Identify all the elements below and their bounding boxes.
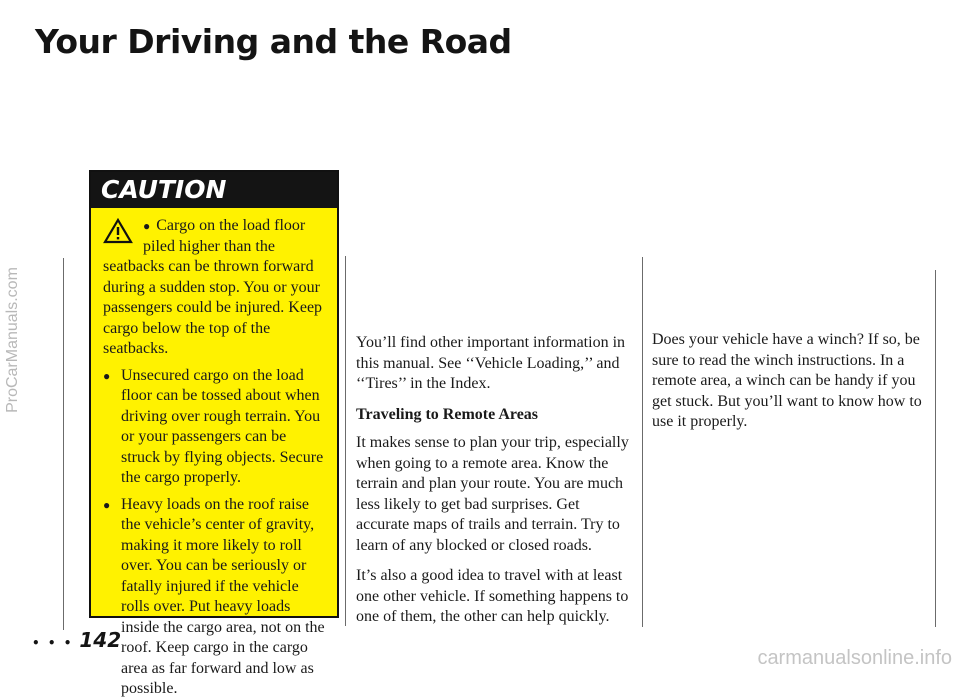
side-watermark-text: ProCarManuals.com — [4, 267, 22, 413]
winch-paragraph: Does your vehicle have a winch? If so, be sure to read the winch instructions. In a remote area, a winch can be handy if you get stuck. But you’ll want to know how to use it properly. — [652, 331, 922, 430]
page-title: Your Driving and the Road — [35, 22, 512, 61]
column-rule-left — [63, 258, 64, 630]
caution-item — [103, 216, 325, 360]
column-rule-middle-a — [345, 256, 346, 626]
remote-areas-paragraph: It makes sense to plan your trip, especially when going to a remote area. Know the terrain and plan your route. You are much less likely to get bad surprises. Get accurate maps of trails and terrain. Try to learn of any blocked or closed roads. — [356, 434, 629, 554]
travel-with-vehicle-paragraph: It’s also a good idea to travel with at least one other vehicle. If something happens to one of them, the other can help quickly. — [356, 567, 629, 625]
page-number-dots: • • • — [32, 636, 74, 650]
column-rule-middle-b — [642, 257, 643, 627]
middle-column — [356, 333, 634, 638]
warning-triangle-icon — [103, 218, 133, 244]
column-rule-right — [935, 270, 936, 627]
intro-paragraph: You’ll find other important information in this manual. See ‘‘Vehicle Loading,’’ and ‘‘Tires’’ in the Index. — [356, 334, 626, 392]
section-heading: Traveling to Remote Areas — [356, 405, 539, 423]
caution-header: CAUTION — [91, 172, 337, 208]
caution-item — [103, 495, 325, 700]
caution-item-text: Unsecured cargo on the load floor can be tossed about when driving over rough terrain. You or your passengers can be struck by flying objects. Secure the cargo properly. — [121, 366, 324, 486]
right-column — [652, 330, 924, 443]
bullet-icon: ● — [143, 219, 151, 233]
caution-body — [91, 208, 337, 700]
caution-item — [103, 366, 325, 489]
page-number-value: 142 — [79, 628, 122, 652]
side-watermark — [2, 20, 24, 660]
page-number — [32, 628, 121, 652]
footer-watermark: carmanualsonline.info — [757, 647, 952, 669]
caution-item-text: Heavy loads on the roof raise the vehicle’s center of gravity, making it more likely to roll over. You can be seriously or fatally injured if the vehicle rolls over. Put heavy loads inside the cargo area, not on the roof. Keep cargo in the cargo area as far forward and low as possible. — [121, 495, 325, 697]
caution-item-text: Cargo on the load floor piled higher than the seatbacks can be thrown forward during a sudden stop. You or your passengers could be injured. Keep cargo below the top of the seatbacks. — [103, 217, 323, 357]
